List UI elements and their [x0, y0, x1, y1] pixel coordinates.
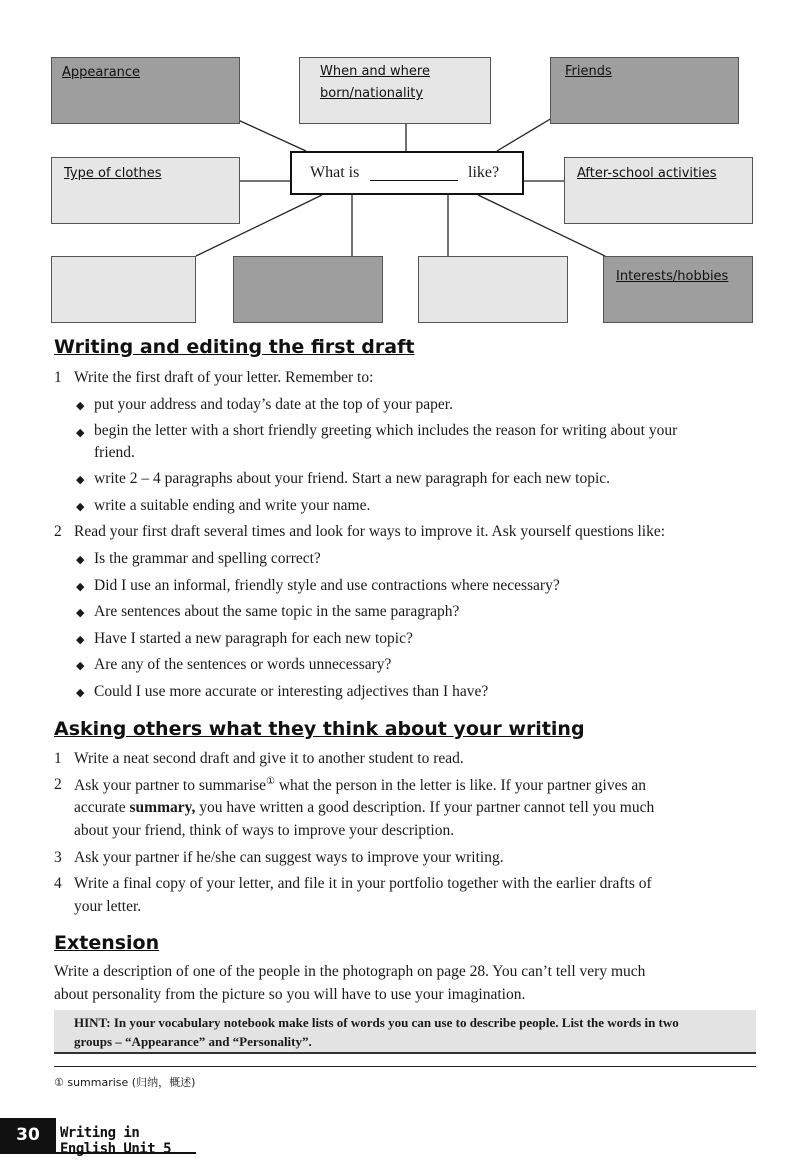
s2-item4-number: 4: [54, 875, 62, 892]
section2-heading: Asking others what they think about your writing: [54, 718, 585, 740]
s2-item3-number: 3: [54, 849, 62, 866]
footnote-text: ① summarise (归纳，概述): [54, 1076, 196, 1089]
friends-box: [550, 57, 739, 124]
appearance-box: [51, 57, 240, 124]
bullet-icon: ◆: [76, 607, 85, 619]
book-title: Writing in English Unit 5: [60, 1125, 172, 1157]
s2-item2-line1: [74, 776, 646, 795]
s2-item4-line1: Write a final copy of your letter, and file it in your portfolio together with the earlier drafts of: [74, 875, 652, 892]
bullet-text: Did I use an informal, friendly style and use contractions where necessary?: [94, 577, 560, 594]
after-school-box: [564, 157, 753, 224]
bullet-text: Are sentences about the same topic in the same paragraph?: [94, 603, 460, 620]
bullet-icon: ◆: [76, 687, 85, 699]
interests-label: Interests/hobbies: [616, 269, 729, 284]
bullet-text: Have I started a new paragraph for each new topic?: [94, 630, 413, 647]
s2-item2-line2-rest: you have written a good description. If your partner cannot tell you much: [199, 799, 655, 816]
when-where-box: [299, 57, 491, 124]
bullet-icon: ◆: [76, 501, 85, 513]
center-suffix: like?: [468, 164, 500, 181]
type-of-clothes-box: [51, 157, 240, 224]
hint-line2: groups – “Appearance” and “Personality”.: [74, 1034, 312, 1049]
center-blank: [370, 180, 458, 181]
page-number: 30: [0, 1118, 56, 1152]
section3-heading: Extension: [54, 932, 160, 954]
item1-text: Write the first draft of your letter. Remember to:: [74, 369, 374, 386]
s2-item3-text: Ask your partner if he/she can suggest ways to improve your writing.: [74, 849, 504, 866]
center-prefix: What is: [310, 164, 360, 181]
center-question-box: [290, 151, 524, 195]
s2-item2-line3: about your friend, think of ways to improve your description.: [74, 822, 455, 839]
empty-box-2: [233, 256, 383, 323]
s2-item2-start: Ask your partner to summarise: [74, 777, 266, 795]
bullet-text: Is the grammar and spelling correct?: [94, 550, 321, 567]
bullet-icon: ◆: [76, 554, 85, 566]
s2-item2-line2: [74, 799, 654, 817]
appearance-label: Appearance: [62, 65, 141, 80]
when-where-label: When and where: [320, 64, 430, 79]
footer-rule: [0, 1152, 196, 1154]
bullet-text-cont: friend.: [94, 444, 135, 461]
bullet-text: put your address and today’s date at the top of your paper.: [94, 396, 453, 413]
summary-bold: summary,: [129, 799, 196, 816]
item2-number: 2: [54, 523, 62, 540]
interests-box: [603, 256, 753, 323]
page-footer: [0, 1118, 196, 1157]
born-nationality-label: born/nationality: [320, 86, 424, 101]
s2-item1-number: 1: [54, 750, 62, 767]
bullet-text: write a suitable ending and write your name.: [94, 497, 371, 514]
bullet-icon: ◆: [76, 427, 85, 439]
bullet-text: Could I use more accurate or interesting adjectives than I have?: [94, 683, 489, 700]
s2-item1-text: Write a neat second draft and give it to another student to read.: [74, 750, 464, 767]
bullet-icon: ◆: [76, 474, 85, 486]
item1-number: 1: [54, 369, 62, 386]
type-of-clothes-label: Type of clothes: [64, 166, 162, 181]
bullet-icon: ◆: [76, 634, 85, 646]
bullet-text: write 2 – 4 paragraphs about your friend. Start a new paragraph for each new topic.: [94, 470, 611, 487]
bullet-text: Are any of the sentences or words unnecessary?: [94, 656, 392, 673]
item2-text: Read your first draft several times and look for ways to improve it. Ask yourself questions like:: [74, 523, 666, 540]
section1-heading: Writing and editing the first draft: [54, 336, 415, 358]
friends-label: Friends: [565, 64, 612, 79]
footnote-divider: [54, 1066, 756, 1067]
after-school-label: After-school activities: [577, 166, 717, 181]
s2-item2-line1-rest: what the person in the letter is like. If your partner gives an: [278, 777, 646, 795]
bullet-icon: ◆: [76, 400, 85, 412]
extension-line2: about personality from the picture so you will have to use your imagination.: [54, 986, 526, 1003]
extension-line1: Write a description of one of the people in the photograph on page 28. You can’t tell very much: [54, 963, 646, 980]
s2-item4-line2: your letter.: [74, 898, 142, 915]
empty-box-3: [418, 256, 568, 323]
s2-item2-number: 2: [54, 776, 62, 793]
hint-box: [54, 1010, 756, 1054]
bullet-icon: ◆: [76, 581, 85, 593]
bullet-icon: ◆: [76, 660, 85, 672]
s2-item2-line2-start: accurate: [74, 799, 126, 816]
footnote-mark: ①: [266, 776, 275, 787]
hint-line1: HINT: In your vocabulary notebook make lists of words you can use to describe people. List the words in two: [74, 1015, 679, 1030]
bullet-text: begin the letter with a short friendly greeting which includes the reason for writing about your: [94, 422, 678, 439]
empty-box-1: [51, 256, 196, 323]
